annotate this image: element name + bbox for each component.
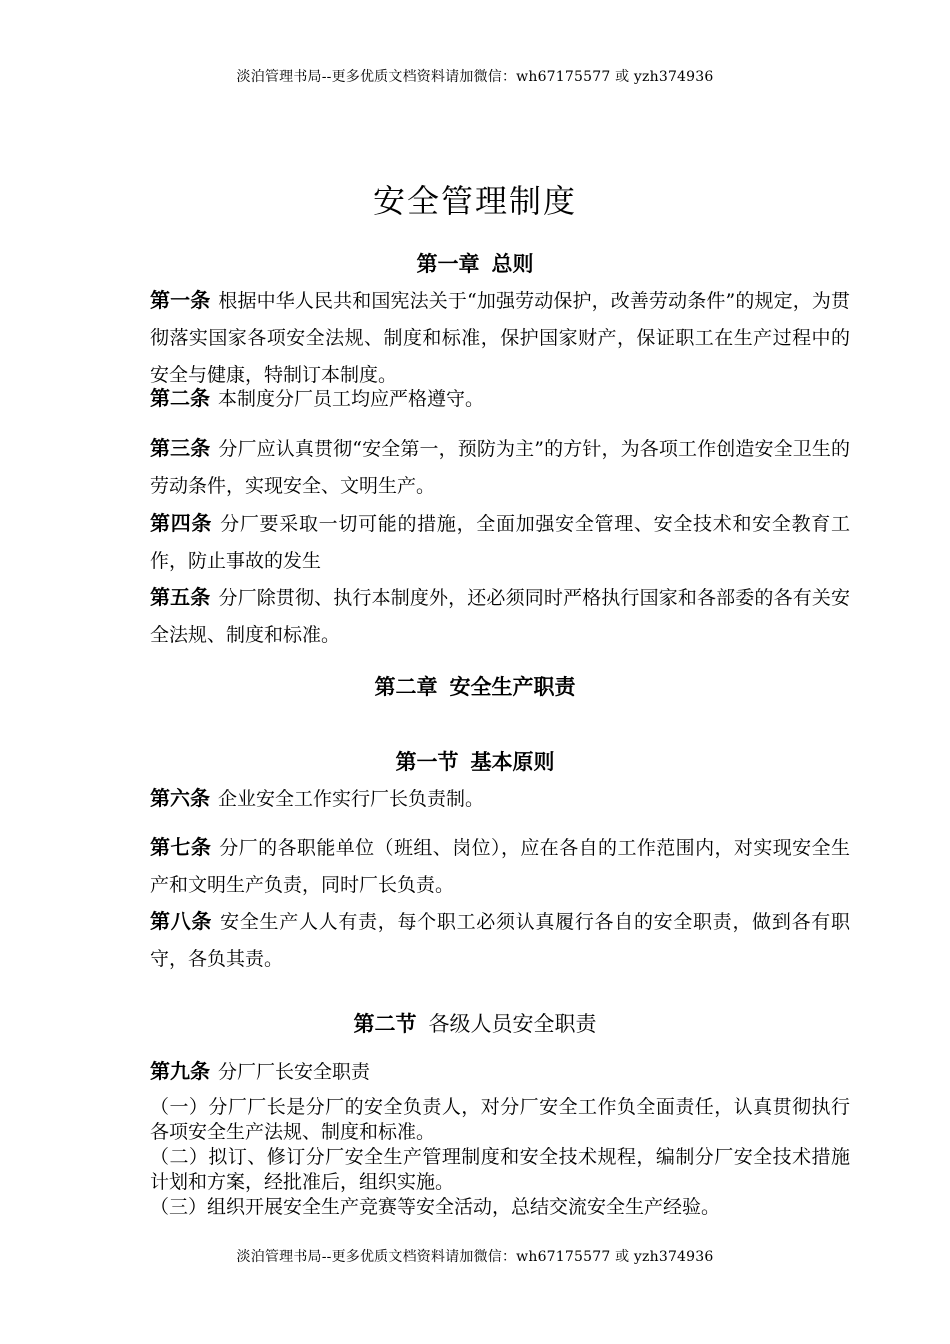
article-7 bbox=[150, 829, 850, 904]
article-text: 分厂除贯彻、执行本制度外，还必须同时严格执行国家和各部委的各有关安全法规、制度和标准。 bbox=[150, 587, 850, 646]
chapter-name: 总则 bbox=[491, 252, 534, 276]
chapter-name: 安全生产职责 bbox=[449, 675, 576, 699]
article-label: 第二条 bbox=[150, 386, 210, 410]
article-text: 分厂厂长安全职责 bbox=[218, 1061, 371, 1083]
chapter-1-heading bbox=[0, 248, 950, 278]
document-title: 安全管理制度 bbox=[372, 182, 577, 220]
article-text: 分厂的各职能单位（班组、岗位），应在各自的工作范围内，对实现安全生产和文明生产负责，同时厂长负责。 bbox=[150, 837, 850, 896]
article-6 bbox=[150, 780, 850, 818]
article-2 bbox=[150, 380, 850, 418]
article-4 bbox=[150, 505, 850, 580]
article-8 bbox=[150, 903, 850, 978]
article-text: 分厂要采取一切可能的措施，全面加强安全管理、安全技术和安全教育工作，防止事故的发生 bbox=[150, 513, 850, 572]
chapter-label: 第二章 bbox=[374, 675, 438, 699]
article-label: 第一条 bbox=[150, 288, 211, 312]
article-label: 第四条 bbox=[150, 511, 213, 535]
article-text: 安全生产人人有责，每个职工必须认真履行各自的安全职责，做到各有职守，各负其责。 bbox=[150, 911, 850, 970]
section-name: 基本原则 bbox=[470, 750, 555, 774]
article-text: 企业安全工作实行厂长负责制。 bbox=[218, 788, 485, 810]
article-label: 第三条 bbox=[150, 436, 211, 460]
section-name: 各级人员安全职责 bbox=[428, 1012, 597, 1036]
article-9 bbox=[150, 1053, 850, 1091]
article-label: 第七条 bbox=[150, 835, 212, 859]
section-1-heading bbox=[0, 746, 950, 776]
section-2-heading bbox=[0, 1008, 950, 1038]
article-label: 第六条 bbox=[150, 786, 210, 810]
article-text: 分厂应认真贯彻“安全第一，预防为主”的方针，为各项工作创造安全卫生的劳动条件，实现安全、文明生产。 bbox=[150, 438, 851, 497]
article-text: 本制度分厂员工均应严格遵守。 bbox=[218, 388, 485, 410]
list-item: （二）拟订、修订分厂安全生产管理制度和安全技术规程，编制分厂安全技术措施计划和方案，经批准后，组织实施。 bbox=[150, 1146, 850, 1193]
list-item: （一）分厂厂长是分厂的安全负责人，对分厂安全工作负全面责任，认真贯彻执行各项安全生产法规、制度和标准。 bbox=[150, 1096, 850, 1143]
article-text: 根据中华人民共和国宪法关于“加强劳动保护，改善劳动条件”的规定，为贯彻落实国家各项安全法规、制度和标准，保护国家财产，保证职工在生产过程中的安全与健康，特制订本制度。 bbox=[150, 290, 851, 386]
list-item: （三）组织开展安全生产竞赛等安全活动，总结交流安全生产经验。 bbox=[150, 1196, 721, 1218]
page-footer: 淡泊管理书局--更多优质文档资料请加微信：wh67175577 或 yzh374936 bbox=[236, 1249, 714, 1265]
section-label: 第二节 bbox=[353, 1012, 417, 1036]
article-1 bbox=[150, 282, 850, 394]
article-label: 第八条 bbox=[150, 909, 213, 933]
chapter-label: 第一章 bbox=[416, 252, 480, 276]
article-label: 第九条 bbox=[150, 1059, 210, 1083]
article-5 bbox=[150, 579, 850, 654]
chapter-2-heading bbox=[0, 671, 950, 701]
article-label: 第五条 bbox=[150, 585, 211, 609]
article-3 bbox=[150, 430, 850, 505]
section-label: 第一节 bbox=[395, 750, 459, 774]
page-header: 淡泊管理书局--更多优质文档资料请加微信：wh67175577 或 yzh374936 bbox=[236, 69, 714, 85]
